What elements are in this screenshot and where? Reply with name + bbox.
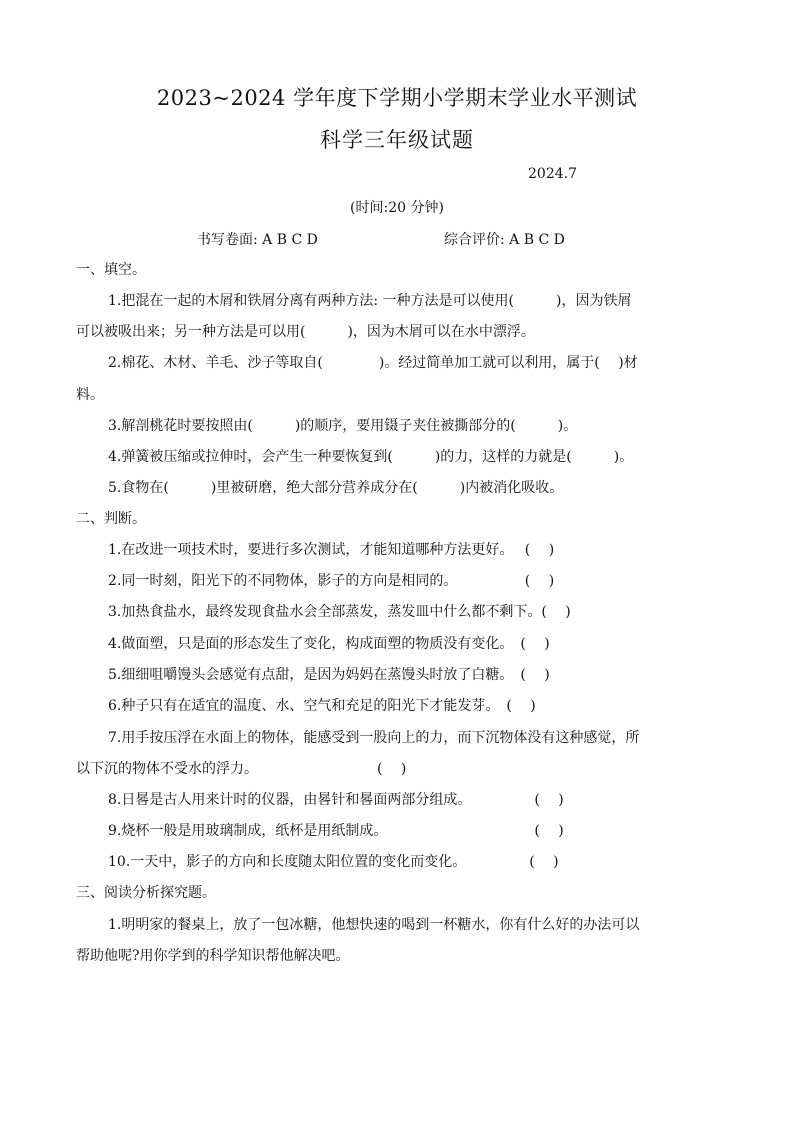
writing-evaluation: 书写卷面: A B C D bbox=[197, 232, 318, 248]
exam-date: 2024.7 bbox=[528, 166, 577, 182]
question-line: 4.弹簧被压缩或拉伸时，会产生一种要恢复到( )的力，这样的力就是( )。 bbox=[108, 449, 634, 465]
question-line: 1.明明家的餐桌上，放了一包冰糖，他想快速的喝到一杯糖水，你有什么好的办法可以 bbox=[108, 917, 640, 933]
question-line: 1.在改进一项技术时，要进行多次测试，才能知道哪种方法更好。 ( ) bbox=[108, 542, 555, 558]
section-heading-true-false: 二、判断。 bbox=[76, 511, 146, 527]
question-line: 2.同一时刻，阳光下的不同物体，影子的方向是相同的。 ( ) bbox=[108, 573, 555, 589]
question-line: 5.细细咀嚼馒头会感觉有点甜，是因为妈妈在蒸馒头时放了白糖。 ( ) bbox=[108, 667, 550, 683]
section-heading-reading-analysis: 三、阅读分析探究题。 bbox=[76, 885, 216, 901]
question-line: 4.做面塑，只是面的形态发生了变化，构成面塑的物质没有变化。 ( ) bbox=[108, 636, 550, 652]
overall-evaluation: 综合评价: A B C D bbox=[444, 232, 565, 248]
question-line: 帮助他呢?用你学到的科学知识帮他解决吧。 bbox=[76, 948, 350, 964]
question-line: 以下沉的物体不受水的浮力。 ( ) bbox=[76, 761, 407, 777]
exam-time: (时间:20 分钟) bbox=[350, 200, 444, 216]
question-line: 料。 bbox=[76, 387, 104, 403]
question-line: 可以被吸出来；另一种方法是可以用( )，因为木屑可以在水中漂浮。 bbox=[76, 324, 535, 340]
question-line: 5.食物在( )里被研磨，绝大部分营养成分在( )内被消化吸收。 bbox=[108, 480, 564, 496]
exam-subtitle: 科学三年级试题 bbox=[320, 128, 474, 152]
question-line: 8.日晷是古人用来计时的仪器，由晷针和晷面两部分组成。 ( ) bbox=[108, 792, 564, 808]
question-line: 1.把混在一起的木屑和铁屑分离有两种方法: 一种方法是可以使用( )，因为铁屑 bbox=[108, 293, 632, 309]
question-line: 3.解剖桃花时要按照由( )的顺序，要用镊子夹住被撕部分的( )。 bbox=[108, 418, 578, 434]
section-heading-fill-blank: 一、填空。 bbox=[76, 262, 146, 278]
exam-title: 2023~2024 学年度下学期小学期末学业水平测试 bbox=[156, 86, 638, 110]
question-line: 3.加热食盐水，最终发现食盐水会全部蒸发，蒸发皿中什么都不剩下。( ) bbox=[108, 604, 571, 620]
question-line: 2.棉花、木材、羊毛、沙子等取自( )。经过简单加工就可以利用，属于( )材 bbox=[108, 355, 638, 371]
question-line: 6.种子只有在适宜的温度、水、空气和充足的阳光下才能发芽。 ( ) bbox=[108, 698, 536, 714]
question-line: 10.一天中，影子的方向和长度随太阳位置的变化而变化。 ( ) bbox=[108, 854, 559, 870]
question-line: 7.用手按压浮在水面上的物体，能感受到一股向上的力，而下沉物体没有这种感觉，所 bbox=[108, 730, 640, 746]
question-line: 9.烧杯一般是用玻璃制成，纸杯是用纸制成。 ( ) bbox=[108, 823, 564, 839]
